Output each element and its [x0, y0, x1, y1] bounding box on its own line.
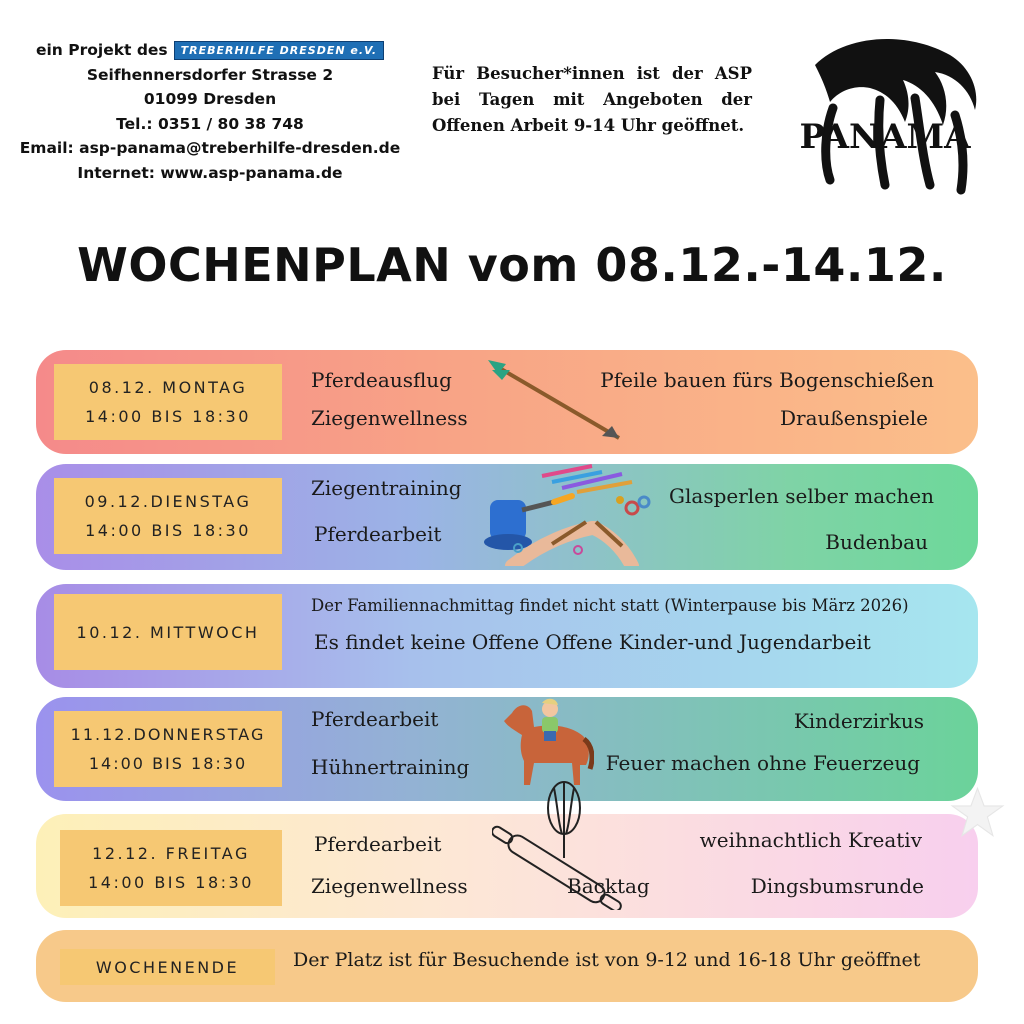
day-name: 11.12.DONNERSTAG	[70, 725, 266, 744]
day-row-dienstag	[36, 464, 978, 570]
day-label-box	[54, 711, 282, 787]
day-name: 12.12. FREITAG	[92, 844, 250, 863]
glass-beads-icon	[482, 462, 662, 566]
activity: Pfeile bauen fürs Bogenschießen	[600, 368, 934, 392]
notice-line: Der Platz ist für Besuchende ist von 9-12 und 16-18 Uhr geöffnet	[293, 949, 921, 971]
activity: Draußenspiele	[779, 406, 928, 430]
day-name: 08.12. MONTAG	[88, 378, 248, 397]
day-label-box	[54, 594, 282, 670]
page-title: WOCHENPLAN vom 08.12.-14.12.	[77, 238, 947, 292]
day-label-box	[60, 830, 282, 906]
day-time: 14:00 BIS 18:30	[88, 873, 254, 892]
day-row-montag	[36, 350, 978, 454]
horse-rider-icon	[494, 697, 594, 787]
notice-line: Der Familiennachmittag findet nicht statt (Winterpause bis März 2026)	[311, 596, 909, 615]
day-name: 09.12.DIENSTAG	[84, 492, 252, 511]
day-row-freitag	[36, 814, 978, 918]
activity: Glasperlen selber machen	[669, 484, 934, 508]
day-label-box	[54, 364, 282, 440]
contact-block	[10, 38, 410, 185]
activity: Pferdearbeit	[314, 832, 442, 856]
day-row-mittwoch	[36, 584, 978, 688]
activity: Kinderzirkus	[793, 709, 924, 733]
activity: Ziegenwellness	[311, 406, 468, 430]
bow-arrow-icon	[484, 356, 634, 448]
day-time: 14:00 BIS 18:30	[85, 407, 251, 426]
notice-line: Es findet keine Offene Offene Kinder-und Jugendarbeit	[314, 630, 871, 654]
activity: Hühnertraining	[311, 755, 470, 779]
email: Email: asp-panama@treberhilfe-dresden.de	[19, 139, 401, 157]
activity: Pferdearbeit	[314, 522, 442, 546]
day-name: 10.12. MITTWOCH	[76, 622, 260, 642]
activity: Pferdeausflug	[311, 368, 452, 392]
street: Seifhennersdorfer Strasse 2	[86, 65, 334, 84]
opening-info: Für Besucher*innen ist der ASP bei Tagen mit Angeboten der Offenen Arbeit 9-14 Uhr geöffnet.	[432, 64, 752, 135]
activity: Feuer machen ohne Feuerzeug	[605, 751, 920, 775]
day-row-wochenende	[36, 930, 978, 1002]
treberhilfe-logo: TREBERHILFE DRESDEN e.V.	[174, 41, 384, 60]
baking-tools-icon	[492, 778, 622, 910]
day-label-box	[60, 949, 275, 985]
day-name: WOCHENENDE	[95, 957, 240, 977]
day-time: 14:00 BIS 18:30	[88, 754, 248, 773]
phone: Tel.: 0351 / 80 38 748	[116, 114, 304, 133]
activity: Dingsbumsrunde	[750, 874, 924, 898]
activity: Budenbau	[825, 530, 928, 554]
logo-text: PANAMA	[799, 117, 971, 157]
star-icon	[950, 785, 1005, 840]
day-label-box	[54, 478, 282, 554]
activity: Backtag	[567, 874, 650, 898]
activity: Ziegentraining	[311, 476, 462, 500]
org-prefix: ein Projekt des	[35, 41, 168, 59]
day-time: 14:00 BIS 18:30	[85, 521, 251, 540]
panama-logo-icon	[785, 30, 985, 210]
internet: Internet: www.asp-panama.de	[77, 163, 343, 182]
activity: Pferdearbeit	[311, 707, 439, 731]
city: 01099 Dresden	[143, 90, 277, 108]
activity: Ziegenwellness	[311, 874, 468, 898]
activity: weihnachtlich Kreativ	[699, 828, 922, 852]
